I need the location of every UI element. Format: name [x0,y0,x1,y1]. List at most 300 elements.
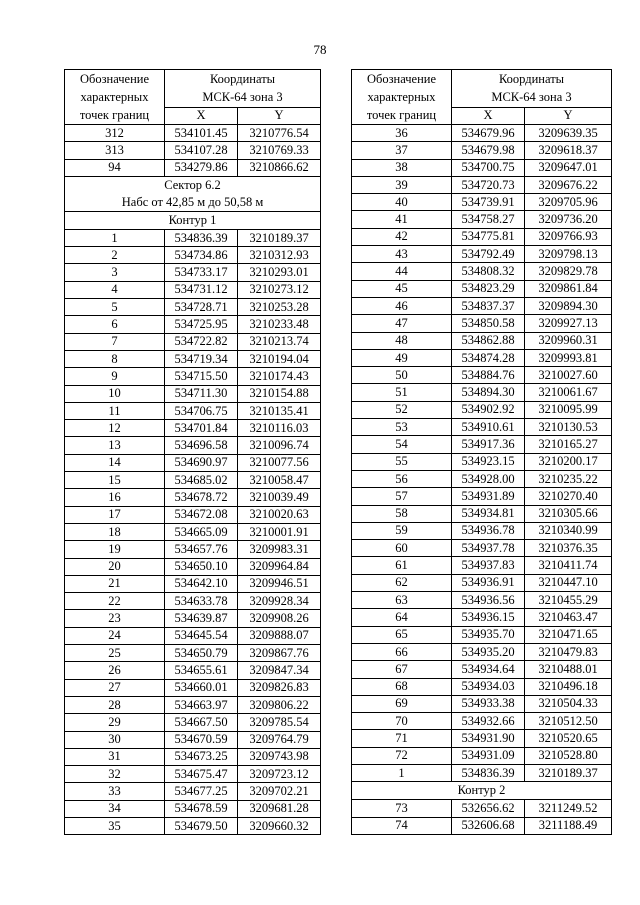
x-coordinate-cell: 534715.50 [165,368,238,385]
point-number-cell: 59 [352,522,452,539]
y-coordinate-cell: 3210293.01 [238,264,321,281]
point-number-cell: 26 [65,662,165,679]
point-number-cell: 62 [352,574,452,591]
y-coordinate-cell: 3210077.56 [238,454,321,471]
x-coordinate-cell: 534279.86 [165,159,238,176]
point-number-cell: 1 [65,229,165,246]
table-row [65,558,321,575]
y-coordinate-cell: 3211249.52 [525,800,612,817]
x-coordinate-cell: 534808.32 [452,263,525,280]
y-coordinate-cell: 3210200.17 [525,453,612,470]
table-row [65,662,321,679]
table-row [352,349,612,366]
point-number-cell: 70 [352,713,452,730]
y-coordinate-cell: 3209927.13 [525,315,612,332]
coordinates-system-header [165,70,321,108]
x-coordinate-cell: 534917.36 [452,436,525,453]
table-row [352,470,612,487]
coordinates-table-right [351,69,612,835]
x-coordinate-cell: 534935.70 [452,626,525,643]
table-row [65,748,321,765]
point-number-cell: 65 [352,626,452,643]
y-coordinate-cell: 3210455.29 [525,592,612,609]
y-column-header: Y [238,107,321,124]
table-row [65,281,321,298]
y-coordinate-cell: 3209764.79 [238,731,321,748]
point-number-cell: 1 [352,764,452,781]
table-row [352,730,612,747]
x-coordinate-cell: 534775.81 [452,228,525,245]
x-coordinate-cell: 534931.90 [452,730,525,747]
table-row [65,299,321,316]
point-number-cell: 5 [65,299,165,316]
x-coordinate-cell: 534823.29 [452,280,525,297]
point-number-cell: 69 [352,695,452,712]
point-number-cell: 40 [352,194,452,211]
y-coordinate-cell: 3210411.74 [525,557,612,574]
point-number-cell: 39 [352,176,452,193]
x-coordinate-cell: 534734.86 [165,247,238,264]
contour-heading-row [65,211,321,229]
y-coordinate-cell: 3209928.34 [238,593,321,610]
header-line: точек границ [366,108,437,122]
point-number-cell: 67 [352,661,452,678]
table-row [65,472,321,489]
table-row [65,350,321,367]
y-coordinate-cell: 3210174.43 [238,368,321,385]
x-coordinate-cell: 534739.91 [452,194,525,211]
y-coordinate-cell: 3210866.62 [238,159,321,176]
y-coordinate-cell: 3210135.41 [238,402,321,419]
point-number-cell: 45 [352,280,452,297]
y-coordinate-cell: 3209736.20 [525,211,612,228]
sector-heading [65,176,321,211]
x-coordinate-cell: 534936.78 [452,522,525,539]
point-number-cell: 54 [352,436,452,453]
y-coordinate-cell: 3211188.49 [525,817,612,834]
x-coordinate-cell: 534645.54 [165,627,238,644]
table-row [352,280,612,297]
y-coordinate-cell: 3209894.30 [525,297,612,314]
table-row [65,489,321,506]
table-row [352,609,612,626]
table-row [65,264,321,281]
x-coordinate-cell: 534837.37 [452,297,525,314]
point-number-cell: 12 [65,420,165,437]
x-column-header: X [452,107,525,124]
point-number-cell: 38 [352,159,452,176]
y-coordinate-cell: 3210305.66 [525,505,612,522]
table-row [352,419,612,436]
x-coordinate-cell: 534696.58 [165,437,238,454]
table-row [352,695,612,712]
x-coordinate-cell: 534678.72 [165,489,238,506]
header-line: Обозначение [366,72,437,86]
table-row [65,420,321,437]
x-coordinate-cell: 534706.75 [165,402,238,419]
table-row [352,678,612,695]
x-coordinate-cell: 534107.28 [165,142,238,159]
y-coordinate-cell: 3210116.03 [238,420,321,437]
x-coordinate-cell: 534862.88 [452,332,525,349]
y-coordinate-cell: 3209888.07 [238,627,321,644]
point-number-cell: 73 [352,800,452,817]
point-designation-header [352,70,452,125]
header-line: характерных [80,90,149,104]
table-row [352,817,612,834]
header-line: Координаты [498,72,565,87]
y-coordinate-cell: 3210340.99 [525,522,612,539]
point-number-cell: 33 [65,783,165,800]
x-coordinate-cell: 534663.97 [165,696,238,713]
point-number-cell: 10 [65,385,165,402]
y-coordinate-cell: 3210039.49 [238,489,321,506]
point-number-cell: 28 [65,696,165,713]
x-coordinate-cell: 534667.50 [165,714,238,731]
table-row [352,436,612,453]
x-coordinate-cell: 534673.25 [165,748,238,765]
x-coordinate-cell: 534655.61 [165,662,238,679]
table-row [352,211,612,228]
point-number-cell: 2 [65,247,165,264]
y-coordinate-cell: 3210020.63 [238,506,321,523]
y-coordinate-cell: 3210027.60 [525,367,612,384]
table-row [352,522,612,539]
header-line: Координаты [209,72,276,87]
x-coordinate-cell: 534677.25 [165,783,238,800]
y-coordinate-cell: 3209723.12 [238,766,321,783]
table-row [352,401,612,418]
table-row [352,315,612,332]
y-coordinate-cell: 3210528.80 [525,747,612,764]
x-coordinate-cell: 534660.01 [165,679,238,696]
y-coordinate-cell: 3209702.21 [238,783,321,800]
sector-heading-row [65,176,321,211]
x-coordinate-cell: 534894.30 [452,384,525,401]
point-number-cell: 42 [352,228,452,245]
table-row [352,228,612,245]
x-column-header: X [165,107,238,124]
table-row [65,142,321,159]
coordinates-system-header [452,70,612,108]
point-number-cell: 57 [352,488,452,505]
point-number-cell: 56 [352,470,452,487]
y-coordinate-cell: 3210496.18 [525,678,612,695]
point-number-cell: 22 [65,593,165,610]
point-number-cell: 11 [65,402,165,419]
point-number-cell: 51 [352,384,452,401]
x-coordinate-cell: 534932.66 [452,713,525,730]
x-coordinate-cell: 534731.12 [165,281,238,298]
y-coordinate-cell: 3209798.13 [525,246,612,263]
header-line: характерных [367,90,436,104]
y-coordinate-cell: 3210479.83 [525,643,612,660]
x-coordinate-cell: 534931.09 [452,747,525,764]
table-row [65,731,321,748]
y-coordinate-cell: 3209681.28 [238,800,321,817]
x-coordinate-cell: 534670.59 [165,731,238,748]
point-number-cell: 27 [65,679,165,696]
x-coordinate-cell: 534936.56 [452,592,525,609]
x-coordinate-cell: 534928.00 [452,470,525,487]
point-number-cell: 31 [65,748,165,765]
table-row [65,385,321,402]
y-coordinate-cell: 3209676.22 [525,176,612,193]
y-coordinate-cell: 3210189.37 [525,764,612,781]
table-row [352,159,612,176]
x-coordinate-cell: 534679.50 [165,817,238,834]
point-number-cell: 19 [65,541,165,558]
x-coordinate-cell: 534657.76 [165,541,238,558]
y-coordinate-cell: 3210504.33 [525,695,612,712]
header-line: МСК-64 зона 3 [491,90,572,105]
table-row [65,696,321,713]
table-row [352,574,612,591]
point-number-cell: 32 [65,766,165,783]
table-row [352,194,612,211]
y-coordinate-cell: 3209964.84 [238,558,321,575]
table-row [65,437,321,454]
table-row [65,229,321,246]
x-coordinate-cell: 534874.28 [452,349,525,366]
point-number-cell: 44 [352,263,452,280]
y-coordinate-cell: 3210273.12 [238,281,321,298]
x-coordinate-cell: 534678.59 [165,800,238,817]
point-number-cell: 72 [352,747,452,764]
y-coordinate-cell: 3210488.01 [525,661,612,678]
y-coordinate-cell: 3209826.83 [238,679,321,696]
x-coordinate-cell: 534725.95 [165,316,238,333]
x-coordinate-cell: 534934.03 [452,678,525,695]
table-row [65,316,321,333]
table-row [65,402,321,419]
y-coordinate-cell: 3210194.04 [238,350,321,367]
sector-heading-text: Сектор 6.2 [164,177,221,192]
table-row [65,766,321,783]
x-coordinate-cell: 534936.15 [452,609,525,626]
point-number-cell: 30 [65,731,165,748]
table-row [65,679,321,696]
x-coordinate-cell: 534792.49 [452,246,525,263]
point-number-cell: 94 [65,159,165,176]
table-row [65,627,321,644]
point-number-cell: 74 [352,817,452,834]
table-row [65,541,321,558]
x-coordinate-cell: 534933.38 [452,695,525,712]
point-number-cell: 7 [65,333,165,350]
table-row [65,610,321,627]
table-row [352,505,612,522]
y-coordinate-cell: 3209647.01 [525,159,612,176]
x-coordinate-cell: 534836.39 [165,229,238,246]
table-row [65,247,321,264]
y-coordinate-cell: 3210001.91 [238,523,321,540]
y-coordinate-cell: 3209908.26 [238,610,321,627]
y-coordinate-cell: 3210376.35 [525,540,612,557]
x-coordinate-cell: 534642.10 [165,575,238,592]
point-number-cell: 71 [352,730,452,747]
header-row [352,70,612,108]
x-coordinate-cell: 534937.78 [452,540,525,557]
table-row [65,523,321,540]
x-coordinate-cell: 534934.64 [452,661,525,678]
x-coordinate-cell: 532656.62 [452,800,525,817]
x-coordinate-cell: 534639.87 [165,610,238,627]
x-coordinate-cell: 532606.68 [452,817,525,834]
x-coordinate-cell: 534679.96 [452,125,525,142]
x-coordinate-cell: 534934.81 [452,505,525,522]
y-coordinate-cell: 3210130.53 [525,419,612,436]
y-coordinate-cell: 3209861.84 [525,280,612,297]
x-coordinate-cell: 534665.09 [165,523,238,540]
point-number-cell: 15 [65,472,165,489]
x-coordinate-cell: 534935.20 [452,643,525,660]
table-row [65,159,321,176]
point-number-cell: 58 [352,505,452,522]
x-coordinate-cell: 534758.27 [452,211,525,228]
point-number-cell: 313 [65,142,165,159]
point-number-cell: 55 [352,453,452,470]
y-coordinate-cell: 3210776.54 [238,125,321,142]
x-coordinate-cell: 534700.75 [452,159,525,176]
table-row [352,453,612,470]
point-number-cell: 60 [352,540,452,557]
x-coordinate-cell: 534650.10 [165,558,238,575]
y-coordinate-cell: 3210447.10 [525,574,612,591]
table-row [352,713,612,730]
table-row [352,592,612,609]
y-coordinate-cell: 3209639.35 [525,125,612,142]
point-number-cell: 63 [352,592,452,609]
contour-heading [65,211,321,229]
point-number-cell: 20 [65,558,165,575]
point-number-cell: 52 [352,401,452,418]
x-coordinate-cell: 534701.84 [165,420,238,437]
x-coordinate-cell: 534672.08 [165,506,238,523]
y-coordinate-cell: 3210512.50 [525,713,612,730]
x-coordinate-cell: 534101.45 [165,125,238,142]
x-coordinate-cell: 534836.39 [452,764,525,781]
table-row [65,800,321,817]
y-coordinate-cell: 3210463.47 [525,609,612,626]
table-row [352,384,612,401]
point-number-cell: 25 [65,645,165,662]
table-row [352,332,612,349]
y-coordinate-cell: 3209960.31 [525,332,612,349]
y-coordinate-cell: 3210312.93 [238,247,321,264]
x-coordinate-cell: 534675.47 [165,766,238,783]
table-row [352,747,612,764]
x-coordinate-cell: 534850.58 [452,315,525,332]
point-number-cell: 17 [65,506,165,523]
x-coordinate-cell: 534910.61 [452,419,525,436]
y-coordinate-cell: 3209743.98 [238,748,321,765]
contour-heading-text: Контур 2 [457,783,506,798]
point-number-cell: 9 [65,368,165,385]
x-coordinate-cell: 534685.02 [165,472,238,489]
table-row [352,263,612,280]
x-coordinate-cell: 534902.92 [452,401,525,418]
y-coordinate-cell: 3209867.76 [238,645,321,662]
sector-heading-text: Набс от 42,85 м до 50,58 м [121,194,264,209]
point-number-cell: 68 [352,678,452,695]
x-coordinate-cell: 534711.30 [165,385,238,402]
x-coordinate-cell: 534884.76 [452,367,525,384]
table-row [65,645,321,662]
x-coordinate-cell: 534690.97 [165,454,238,471]
header-line: точек границ [79,108,150,122]
table-row [352,246,612,263]
y-coordinate-cell: 3210061.67 [525,384,612,401]
point-number-cell: 46 [352,297,452,314]
point-number-cell: 24 [65,627,165,644]
point-number-cell: 16 [65,489,165,506]
point-number-cell: 3 [65,264,165,281]
table-row [352,297,612,314]
y-coordinate-cell: 3210520.65 [525,730,612,747]
table-row [352,125,612,142]
point-number-cell: 4 [65,281,165,298]
point-number-cell: 34 [65,800,165,817]
table-row [352,764,612,781]
table-row [352,557,612,574]
point-number-cell: 49 [352,349,452,366]
table-row [352,626,612,643]
y-coordinate-cell: 3209806.22 [238,696,321,713]
y-coordinate-cell: 3209993.81 [525,349,612,366]
point-designation-header [65,70,165,125]
point-number-cell: 43 [352,246,452,263]
y-coordinate-cell: 3210233.48 [238,316,321,333]
x-coordinate-cell: 534733.17 [165,264,238,281]
y-coordinate-cell: 3210213.74 [238,333,321,350]
y-coordinate-cell: 3210270.40 [525,488,612,505]
y-coordinate-cell: 3210769.33 [238,142,321,159]
x-coordinate-cell: 534650.79 [165,645,238,662]
contour-heading [352,782,612,800]
y-coordinate-cell: 3210154.88 [238,385,321,402]
table-row [65,333,321,350]
x-coordinate-cell: 534936.91 [452,574,525,591]
y-coordinate-cell: 3209660.32 [238,817,321,834]
point-number-cell: 47 [352,315,452,332]
y-coordinate-cell: 3209785.54 [238,714,321,731]
point-number-cell: 13 [65,437,165,454]
table-row [65,454,321,471]
table-row [352,800,612,817]
point-number-cell: 36 [352,125,452,142]
x-coordinate-cell: 534728.71 [165,299,238,316]
page-number: 78 [313,42,327,57]
x-coordinate-cell: 534633.78 [165,593,238,610]
y-coordinate-cell: 3210058.47 [238,472,321,489]
table-row [65,575,321,592]
x-coordinate-cell: 534937.83 [452,557,525,574]
point-number-cell: 14 [65,454,165,471]
table-row [65,714,321,731]
point-number-cell: 35 [65,817,165,834]
table-row [65,506,321,523]
point-number-cell: 23 [65,610,165,627]
table-row [352,540,612,557]
table-row [65,368,321,385]
y-coordinate-cell: 3210095.99 [525,401,612,418]
x-coordinate-cell: 534719.34 [165,350,238,367]
x-coordinate-cell: 534679.98 [452,142,525,159]
point-number-cell: 8 [65,350,165,367]
point-number-cell: 61 [352,557,452,574]
point-number-cell: 50 [352,367,452,384]
